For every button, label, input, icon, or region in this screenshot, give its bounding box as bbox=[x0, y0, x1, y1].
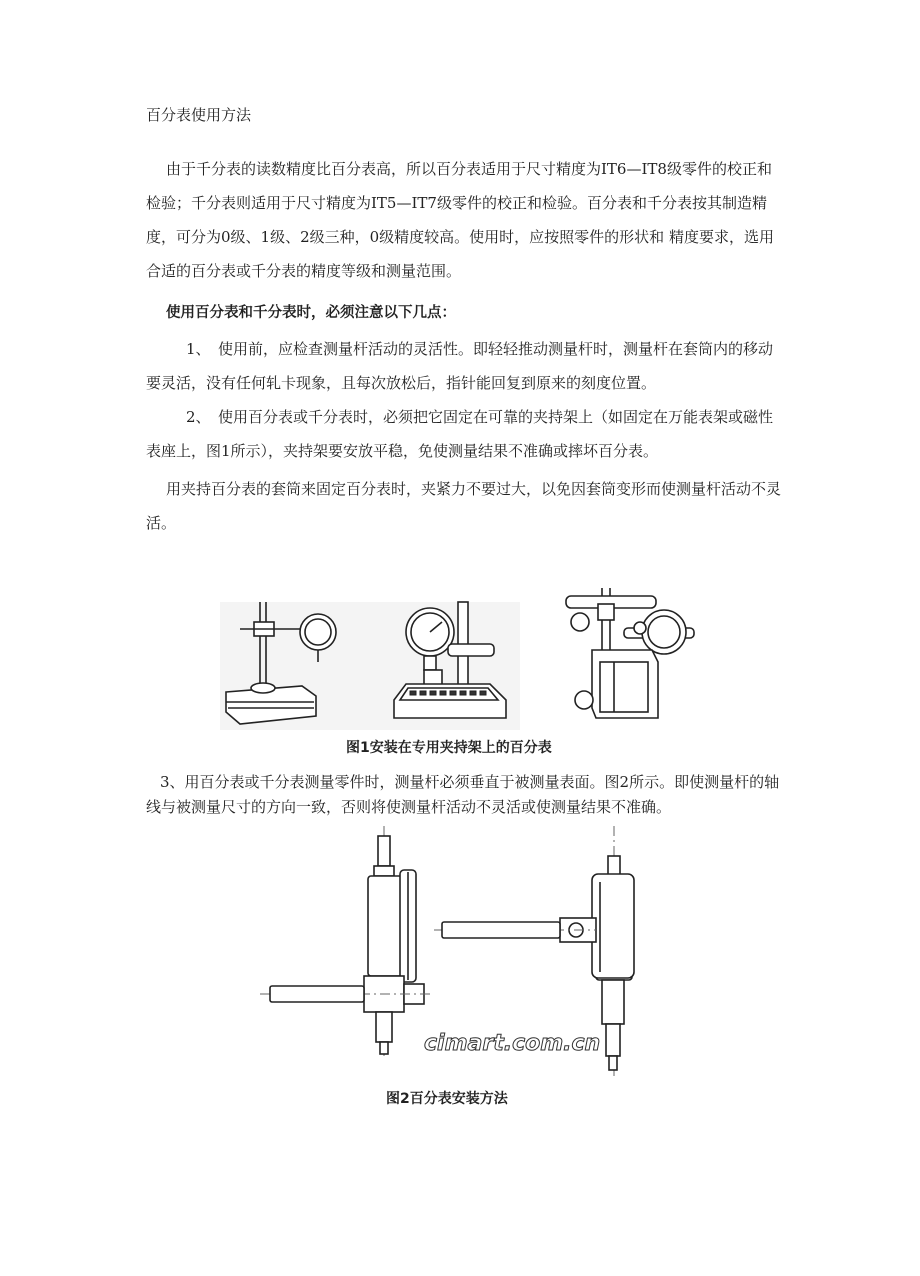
document-title: 百分表使用方法 bbox=[146, 106, 252, 124]
list-item-text: 使用前，应检查测量杆活动的灵活性。即轻轻推动测量杆时，测量杆在套筒内的移动 要灵活，没有任何轧卡现象，且每次放松后，指针能回复到原来的刻度位置。 bbox=[146, 340, 774, 392]
left-indicator-drawing bbox=[260, 826, 430, 1056]
figure1-caption: 图1安装在专用夹持架上的百分表 bbox=[346, 740, 552, 756]
list-item-1 bbox=[146, 332, 786, 400]
notice-heading: 使用百分表和千分表时，必须注意以下几点： bbox=[166, 305, 456, 321]
watermark: cimart.com.cn bbox=[424, 1031, 601, 1056]
list-item-2 bbox=[146, 400, 786, 468]
magnetic-base-drawing bbox=[566, 588, 694, 718]
figure2-caption: 图2百分表安装方法 bbox=[386, 1091, 508, 1107]
right-indicator-drawing bbox=[424, 826, 634, 1076]
figure1-illustration bbox=[220, 588, 700, 736]
list-item-text: 使用百分表或千分表时，必须把它固定在可靠的夹持架上（如固定在万能表架或磁性 表座上，图1所示），夹持架要安放平稳，免使测量结果不准确或摔坏百分表。 bbox=[146, 408, 774, 460]
clamp-note-paragraph: 用夹持百分表的套筒来固定百分表时，夹紧力不要过大，以免因套筒变形而使测量杆活动不灵活。 bbox=[146, 480, 782, 532]
item3-paragraph: 3、用百分表或千分表测量零件时，测量杆必须垂直于被测量表面。图2所示。即使测量杆的轴线与被测量尺寸的方向一致，否则将使测量杆活动不灵活或使测量结果不准确。 bbox=[146, 773, 780, 816]
intro-paragraph: 由于千分表的读数精度比百分表高，所以百分表适用于尺寸精度为IT6—IT8级零件的校正和检验；千分表则适用于尺寸精度为IT5—IT7级零件的校正和检验。百分表和千分表按其制造精度，可分为0级、1级、2级三种，0级精度较高。使用时，应按照零件的形状和 精度要求，选用合适的百分表或千分表的精度等级和测量范围。 bbox=[146, 160, 774, 280]
list-item-number: 2、 bbox=[186, 408, 211, 426]
list-item-number: 1、 bbox=[186, 340, 211, 358]
figure2-illustration bbox=[250, 826, 690, 1081]
